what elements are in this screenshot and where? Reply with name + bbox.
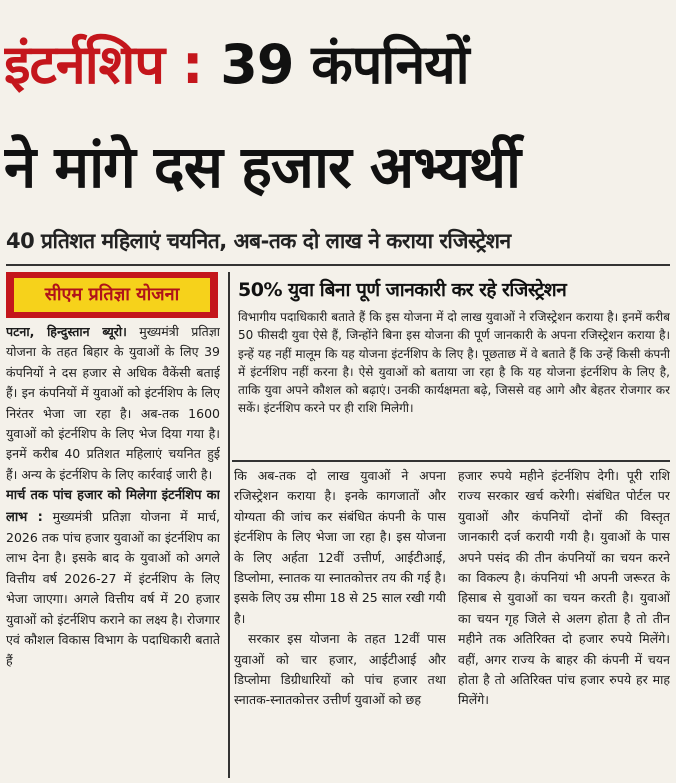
dateline: पटना, हिन्दुस्तान ब्यूरो। [6, 324, 127, 339]
headline-line-2: ने मांगे दस हजार अभ्यर्थी [4, 133, 521, 201]
article-paragraph: सरकार इस योजना के तहत 12वीं पास युवाओं को चार हजार, आईटीआई और डिप्लोमा डिग्रीधारियों को पांच हजार तथा स्नातक-स्नातकोत्तर उत्तीर्ण युवाओं को छह [234, 631, 446, 708]
sidebar-divider [232, 460, 670, 462]
section-subhead: मार्च तक पांच हजार को मिलेगा इंटर्नशिप का लाभ : [6, 488, 220, 525]
headline-keyword: इंटर्नशिप : [4, 33, 203, 96]
column-divider [228, 272, 230, 778]
article-paragraph: मुख्यमंत्री प्रतिज्ञा योजना के तहत बिहार के युवाओं के लिए 39 कंपनियों ने दस हजार से अधिक वैकेंसी बताई हैं। इन कंपनियों में युवाओं को इंटर्नशिप के लिए निरंतर भेजा जा रहा है। अब-तक 1600 युवाओं को इंटर्नशिप के लिए भेज दिया गया है। इनमें करीब 40 प्रतिशत महिलाएं चयनित हुई हैं। अन्य के इंटर्नशिप के लिए कार्रवाई जारी है। [6, 324, 220, 482]
subheadline: 40 प्रतिशत महिलाएं चयनित, अब-तक दो लाख ने कराया रजिस्ट्रेशन [6, 229, 511, 253]
article-paragraph: कि अब-तक दो लाख युवाओं ने अपना रजिस्ट्रेशन कराया है। इनके कागजातों और योग्यता की जांच कर संबंधित कंपनी के पास इंटर्नशिप के लिए भेजा जा रहा है। इस योजना के लिए अर्हता 12वीं उत्तीर्ण, आईटीआई, डिप्लोमा, स्नातक या स्नातकोत्तर तय की गई है। इसके लिए उम्र सीमा 18 से 25 साल रखी गयी है। [234, 468, 446, 626]
scheme-badge [6, 272, 218, 318]
article-column-2 [234, 466, 446, 780]
article-paragraph: हजार रुपये महीने इंटर्नशिप देगी। पूरी राशि राज्य सरकार खर्च करेगी। संबंधित पोर्टल पर युवाओं और कंपनियों दोनों की विस्तृत जानकारी दर्ज करायी गयी है। युवाओं के पास अपने पसंद की तीन कंपनियों का चयन करने का विकल्प है। कंपनियां भी अपनी जरूरत के हिसाब से युवाओं का चयन करती है। युवाओं का चयन गृह जिले से अलग होता है तो तीन महीने तक अतिरिक्त दो हजार रुपये मिलेंगे। वहीं, अगर राज्य के बाहर की कंपनी में चयन होता है तो अतिरिक्त पांच हजार रुपये हर माह मिलेंगे। [458, 468, 670, 708]
scheme-badge-label: सीएम प्रतिज्ञा योजना [14, 278, 210, 312]
headline [0, 0, 676, 222]
sidebar-title: 50% युवा बिना पूर्ण जानकारी कर रहे रजिस्ट्रेशन [238, 279, 567, 301]
article-column-1 [6, 322, 220, 780]
article-paragraph: मुख्यमंत्री प्रतिज्ञा योजना में मार्च, 2026 तक पांच हजार युवाओं का इंटर्नशिप का लाभ देना है। इसके बाद के युवाओं को अगले वित्तीय वर्ष 2026-27 में इंटर्नशिप के लिए भेजा जाएगा। अगले वित्तीय वर्ष में 20 हजार युवाओं को इंटर्नशिप कराने का लक्ष्य है। रोजगार एवं कौशल विकास विभाग के पदाधिकारी बताते हैं [6, 508, 220, 668]
article-column-3 [458, 466, 670, 780]
headline-line-1 [4, 14, 672, 116]
divider [6, 264, 670, 266]
sidebar-body: विभागीय पदाधिकारी बताते हैं कि इस योजना में दो लाख युवाओं ने रजिस्ट्रेशन कराया है। इनमें करीब 50 फीसदी युवा ऐसे हैं, जिन्होंने बिना इस योजना की पूर्ण जानकारी के अपना रजिस्ट्रेशन कराया है। इन्हें यह नहीं मालूम कि यह योजना इंटर्नशिप के लिए है। पूछताछ में वे बताते हैं कि उन्हें किसी कंपनी में इंटर्नशिप नहीं करना है। ऐसे युवाओं को बताया जा रहा है कि यह योजना इंटर्नशिप के लिए है, ताकि युवा अपने कौशल को बढ़ाएं। उनकी कार्यक्षमता बढ़े, जिससे वह आगे और बेहतर रोजगार कर सकें। इंटर्नशिप करने पर ही राशि मिलेगी। [238, 310, 670, 416]
headline-line-1-rest: 39 कंपनियों [202, 33, 469, 96]
